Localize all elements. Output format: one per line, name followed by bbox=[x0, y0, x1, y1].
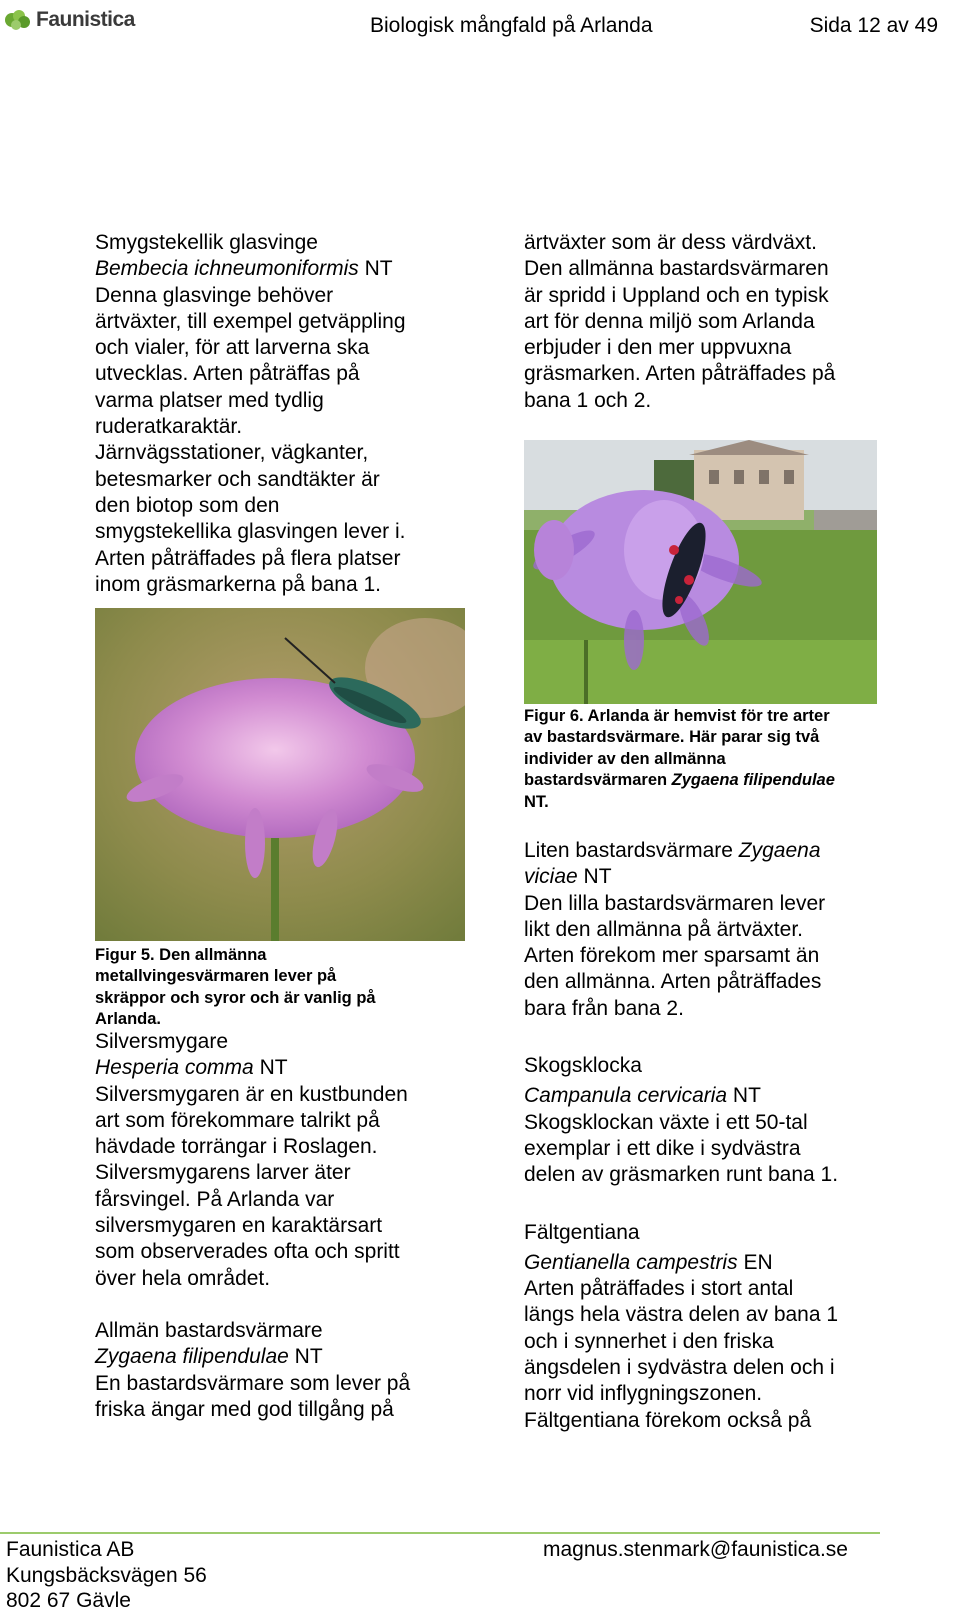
caption-line: Figur 6. Arlanda är hemvist för tre arter bbox=[524, 707, 830, 725]
body-line: ängsdelen i sydvästra delen och i bbox=[524, 1356, 835, 1380]
body-line: silversmygaren en karaktärsart bbox=[95, 1214, 383, 1238]
species-name: Allmän bastardsvärmare bbox=[95, 1318, 323, 1342]
body-line: Skogsklockan växte i ett 50-tal bbox=[524, 1110, 808, 1134]
body-line: friska ängar med god tillgång på bbox=[95, 1397, 394, 1421]
caption-line: metallvingesvärmaren lever på bbox=[95, 967, 337, 986]
body-line: varma platser med tydlig bbox=[95, 388, 324, 412]
latin-name: Zygaena filipendulae bbox=[671, 771, 835, 790]
body-line: delen av gräsmarken runt bana 1. bbox=[524, 1163, 839, 1187]
body-line: norr vid inflygningszonen. bbox=[524, 1382, 763, 1406]
caption-line bbox=[524, 770, 894, 791]
species-silversmygare bbox=[95, 1029, 495, 1423]
caption-line: NT. bbox=[524, 792, 549, 811]
footer-city: 802 67 Gävle bbox=[6, 1589, 131, 1612]
status-badge: NT bbox=[358, 257, 393, 281]
body-line: längs hela västra delen av bana 1 bbox=[524, 1303, 839, 1327]
body-line: betesmarker och sandtäkter är bbox=[95, 467, 380, 491]
latin-name: Gentianella campestris bbox=[524, 1250, 738, 1274]
caption-text: bastardsvärmaren bbox=[524, 771, 672, 790]
body-line: Denna glasvinge behöver bbox=[95, 283, 334, 307]
body-line: bara från bana 2. bbox=[524, 996, 684, 1020]
species-name: Liten bastardsvärmare bbox=[524, 839, 739, 862]
caption-line: av bastardsvärmare. Här parar sig två bbox=[524, 728, 820, 747]
body-line: utvecklas. Arten påträffas på bbox=[95, 362, 360, 386]
page-header-title: Biologisk mångfald på Arlanda bbox=[370, 14, 653, 37]
body-line: En bastardsvärmare som lever på bbox=[95, 1371, 411, 1395]
body-line: smygstekellika glasvingen lever i. bbox=[95, 520, 406, 544]
body-line: den allmänna. Arten påträffades bbox=[524, 970, 822, 994]
body-line: Arten förekom mer sparsamt än bbox=[524, 944, 820, 968]
species-latin-line bbox=[95, 1055, 495, 1081]
body-line: exemplar i ett dike i sydvästra bbox=[524, 1136, 801, 1160]
figure-5-caption bbox=[95, 945, 475, 1031]
body-line: ärtväxter, till exempel getväppling bbox=[95, 309, 406, 333]
status-badge: NT bbox=[727, 1084, 761, 1108]
species-latin-line bbox=[524, 1250, 904, 1276]
species-latin-line bbox=[95, 1344, 495, 1370]
species-name: Silversmygare bbox=[95, 1030, 229, 1053]
figure-label: Figur 5. bbox=[95, 946, 155, 964]
body-line: den biotop som den bbox=[95, 493, 280, 517]
species-latin-line bbox=[524, 1083, 904, 1109]
body-line: art för denna miljö som Arlanda bbox=[524, 309, 815, 333]
body-line: inom gräsmarkerna på bana 1. bbox=[95, 572, 381, 596]
species-latin-line bbox=[95, 256, 495, 282]
body-line: erbjuder i den mer uppvuxna bbox=[524, 336, 792, 360]
body-line: art som förekommare talrikt på bbox=[95, 1108, 380, 1132]
body-line: Silversmygarens larver äter bbox=[95, 1161, 351, 1185]
body-line: Arten påträffades på flera platser bbox=[95, 546, 401, 570]
footer-address bbox=[6, 1537, 207, 1614]
footer-street: Kungsbäcksvägen 56 bbox=[6, 1563, 207, 1587]
body-line: och i synnerhet i den friska bbox=[524, 1329, 774, 1353]
page-number: Sida 12 av 49 bbox=[809, 14, 938, 37]
figure-5-photo bbox=[95, 608, 465, 941]
body-line: Järnvägsstationer, vägkanter, bbox=[95, 441, 369, 465]
caption-line: skräppor och syror och är vanlig på bbox=[95, 988, 376, 1007]
body-line: bana 1 och 2. bbox=[524, 388, 652, 412]
body-line: ärtväxter som är dess värdväxt. bbox=[524, 231, 817, 254]
body-line: är spridd i Uppland och en typisk bbox=[524, 283, 829, 307]
body-line: Silversmygaren är en kustbunden bbox=[95, 1082, 408, 1106]
footer-divider bbox=[0, 1532, 880, 1534]
species-latin-line bbox=[524, 838, 904, 864]
species-latin-line bbox=[524, 864, 904, 890]
caption-line: Den allmänna bbox=[154, 946, 267, 964]
body-line: Fältgentiana förekom också på bbox=[524, 1408, 812, 1432]
body-line: fårsvingel. På Arlanda var bbox=[95, 1187, 335, 1211]
status-badge: NT bbox=[577, 865, 612, 889]
latin-name: Bembecia ichneumoniformis bbox=[95, 257, 359, 281]
body-line: som observerades ofta och spritt bbox=[95, 1240, 400, 1264]
body-line: ruderatkaraktär. bbox=[95, 415, 243, 439]
latin-name: Hesperia comma bbox=[95, 1056, 254, 1080]
caption-line: Arlanda. bbox=[95, 1010, 162, 1029]
body-line: och vialer, för att larverna ska bbox=[95, 336, 370, 360]
body-line: över hela området. bbox=[95, 1266, 271, 1290]
latin-name: Campanula cervicaria bbox=[524, 1084, 728, 1108]
body-line: Den allmänna bastardsvärmaren bbox=[524, 257, 829, 281]
caption-line: individer av den allmänna bbox=[524, 749, 726, 768]
body-line: gräsmarken. Arten påträffades på bbox=[524, 362, 836, 386]
species-name: Fältgentiana bbox=[524, 1220, 640, 1244]
footer-company: Faunistica AB bbox=[6, 1538, 135, 1561]
body-line: Arten påträffades i stort antal bbox=[524, 1277, 794, 1301]
latin-name: Zygaena bbox=[738, 839, 821, 862]
species-name: Smygstekellik glasvinge bbox=[95, 231, 318, 254]
figure-6-photo bbox=[524, 440, 877, 704]
body-line: likt den allmänna på ärtväxter. bbox=[524, 917, 803, 941]
species-right-column bbox=[524, 838, 904, 1434]
logo-text: Faunistica bbox=[36, 8, 135, 31]
species-name: Skogsklocka bbox=[524, 1054, 642, 1078]
latin-name: viciae bbox=[524, 865, 578, 889]
species-allman-bastardsvarmare-continued bbox=[524, 230, 904, 414]
latin-name: Zygaena filipendulae bbox=[95, 1345, 289, 1369]
status-badge: NT bbox=[253, 1056, 288, 1080]
status-badge: NT bbox=[288, 1345, 323, 1369]
body-line: hävdade torrängar i Roslagen. bbox=[95, 1135, 378, 1159]
status-badge: EN bbox=[737, 1250, 773, 1274]
leaf-icon bbox=[4, 8, 34, 32]
figure-6-caption bbox=[524, 706, 894, 813]
body-line: Den lilla bastardsvärmaren lever bbox=[524, 891, 826, 915]
footer-email[interactable]: magnus.stenmark@faunistica.se bbox=[543, 1538, 848, 1561]
faunistica-logo bbox=[4, 6, 135, 34]
species-smygstekellik bbox=[95, 230, 495, 598]
